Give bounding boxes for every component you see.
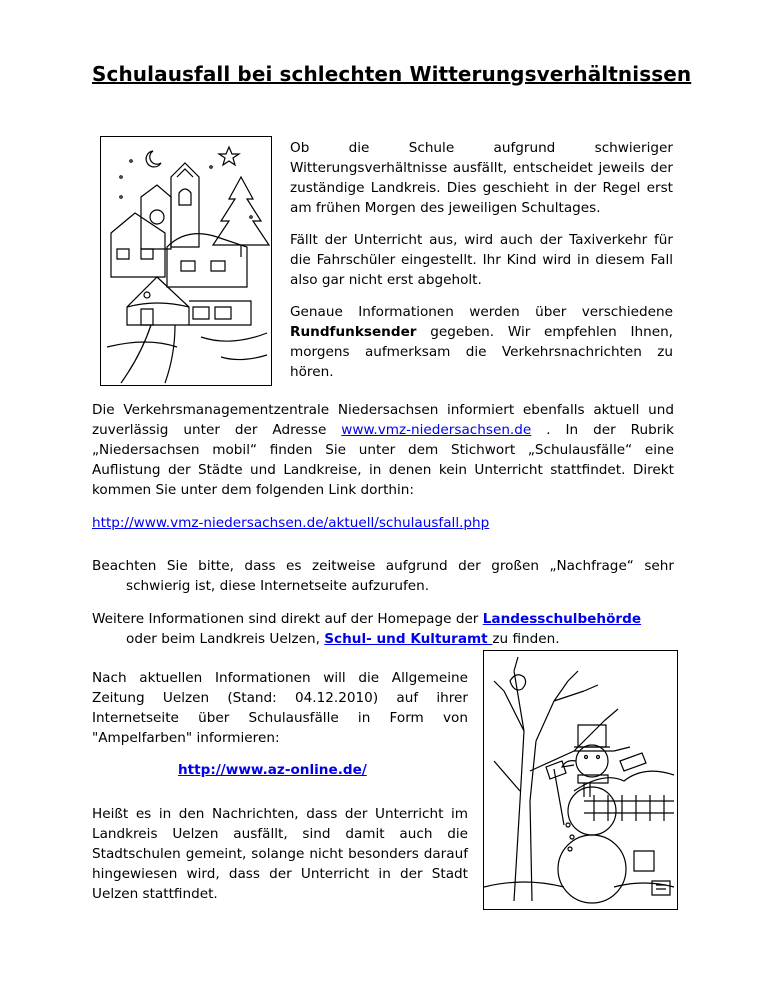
radio-text-end: gegeben. Wir empfehlen Ihnen, morgens aufmerksam die Verkehrsnachrichten zu hören. (290, 324, 673, 380)
az-online-link[interactable]: http://www.az-online.de/ (178, 762, 367, 778)
paragraph-schulausfall-link (92, 513, 674, 533)
landesschulbehoerde-link[interactable]: Landesschulbehörde (482, 611, 642, 627)
paragraph-nachfrage: Beachten Sie bitte, dass es zeitweise aufgrund der großen „Nachfrage“ sehr schwierig ist, diese Internetseite aufzurufen. (92, 558, 674, 594)
paragraph-further-info (92, 609, 674, 649)
further-info-text-mid: oder beim Landkreis Uelzen, (126, 631, 325, 647)
snowman-illustration (483, 650, 678, 910)
paragraph-az-link (178, 760, 438, 780)
further-info-text-start: Weitere Informationen sind direkt auf der Homepage der (92, 611, 483, 627)
paragraph-vmz (92, 400, 674, 500)
page-title: Schulausfall bei schlechten Witterungsverhältnissen (92, 62, 692, 86)
paragraph-intro: Ob die Schule aufgrund schwieriger Witterungsverhältnisse ausfällt, entscheidet jeweils der zuständige Landkreis. Dies geschieht in der Regel erst am frühen Morgen des jeweiligen Schultages. (290, 140, 673, 216)
winter-village-illustration (100, 136, 272, 386)
vmz-text-end: . In der Rubrik „Niedersachsen mobil“ finden Sie unter dem Stichwort „Schulausfälle“ eine Auflistung der Städte und Landkreise, in denen kein Unterricht stattfindet. Direkt kommen Sie unter dem folgenden Link dorthin: (92, 422, 674, 498)
schulausfall-link[interactable]: http://www.vmz-niedersachsen.de/aktuell/schulausfall.php (92, 515, 490, 531)
schul-kulturamt-link[interactable]: Schul- und Kulturamt (324, 631, 493, 647)
further-info-text-end: zu finden. (492, 631, 560, 647)
paragraph-az: Nach aktuellen Informationen will die Allgemeine Zeitung Uelzen (Stand: 04.12.2010) auf ihrer Internetseite über Schulausfälle in Form von "Ampelfarben" informieren: (92, 670, 468, 746)
radio-stations-term: Rundfunksender (290, 324, 417, 340)
paragraph-radio (290, 302, 673, 382)
paragraph-uelzen: Heißt es in den Nachrichten, dass der Unterricht im Landkreis Uelzen ausfällt, sind damit auch die Stadtschulen gemeint, solange nicht besonders darauf hingewiesen wird, dass der Unterricht in der Stadt Uelzen stattfindet. (92, 806, 468, 902)
paragraph-taxi: Fällt der Unterricht aus, wird auch der Taxiverkehr für die Fahrschüler eingestellt. Ihr Kind wird in diesem Fall also gar nicht erst abgeholt. (290, 232, 673, 288)
vmz-link[interactable]: www.vmz-niedersachsen.de (341, 422, 532, 438)
radio-text-start: Genaue Informationen werden über verschiedene (290, 304, 673, 320)
vmz-text-start: Die Verkehrsmanagementzentrale Niedersachsen informiert ebenfalls aktuell und zuverlässig unter der Adresse (92, 402, 674, 438)
